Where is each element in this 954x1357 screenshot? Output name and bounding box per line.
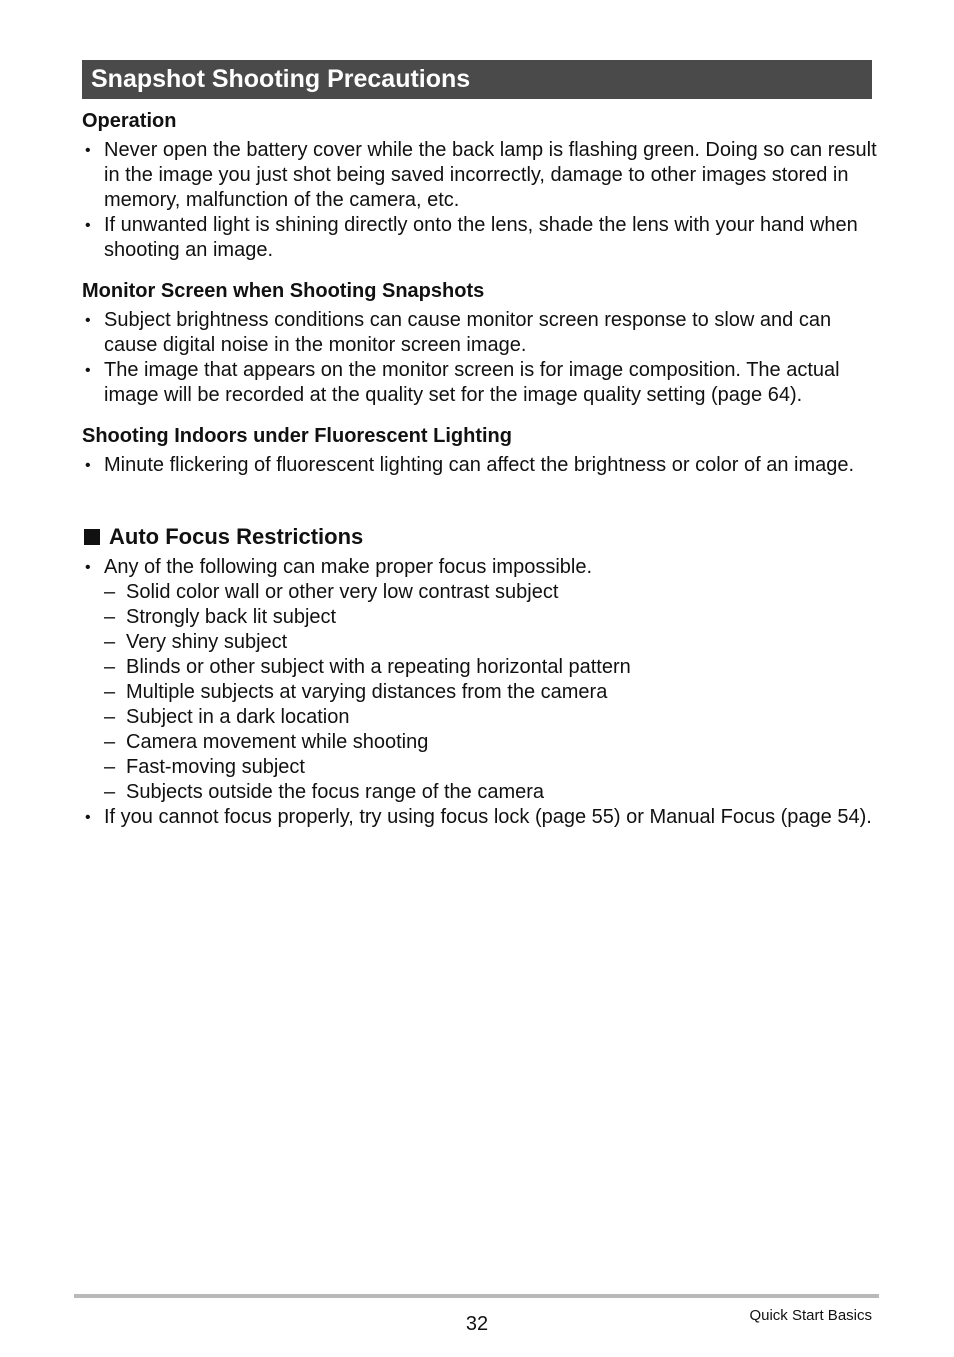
footer-section-label: Quick Start Basics <box>749 1307 872 1324</box>
list-item: • Minute flickering of fluorescent lighting can affect the brightness or color of an image. <box>82 453 882 478</box>
heading-auto-focus-label: Auto Focus Restrictions <box>109 524 364 549</box>
heading-operation: Operation <box>82 110 177 132</box>
sub-list-item: – Multiple subjects at varying distances from the camera <box>104 680 882 705</box>
square-bullet-icon <box>84 529 100 545</box>
sub-list-item: – Subjects outside the focus range of the camera <box>104 780 882 805</box>
sub-list-item: – Strongly back lit subject <box>104 605 882 630</box>
list-item: • Subject brightness conditions can cause monitor screen response to slow and can cause digital noise in the monitor screen image. <box>82 308 882 358</box>
auto-focus-intro: Any of the following can make proper focus impossible. <box>104 556 593 578</box>
list-operation <box>82 138 882 263</box>
list-auto-focus <box>82 555 882 830</box>
sub-list-focus-conditions <box>104 580 882 805</box>
list-item: • If unwanted light is shining directly onto the lens, shade the lens with your hand when shooting an image. <box>82 213 882 263</box>
sub-list-item: – Blinds or other subject with a repeating horizontal pattern <box>104 655 882 680</box>
sub-list-item: – Fast-moving subject <box>104 755 882 780</box>
heading-fluorescent: Shooting Indoors under Fluorescent Lighting <box>82 425 512 447</box>
sub-list-item: – Solid color wall or other very low contrast subject <box>104 580 882 605</box>
heading-monitor-screen: Monitor Screen when Shooting Snapshots <box>82 280 485 302</box>
list-item: • If you cannot focus properly, try using focus lock (page 55) or Manual Focus (page 54). <box>82 805 882 830</box>
list-item <box>82 555 882 805</box>
list-item: • Never open the battery cover while the back lamp is flashing green. Doing so can result in the image you just shot being saved incorrectly, damage to other images stored in memory, malfunction of the camera, etc. <box>82 138 882 213</box>
heading-auto-focus <box>82 523 363 550</box>
page-number: 32 <box>465 1313 489 1335</box>
footer-divider <box>74 1294 879 1298</box>
list-fluorescent <box>82 453 882 478</box>
page-title-bar <box>82 60 872 99</box>
sub-list-item: – Very shiny subject <box>104 630 882 655</box>
list-item: • The image that appears on the monitor screen is for image composition. The actual image will be recorded at the quality set for the image quality setting (page 64). <box>82 358 882 408</box>
sub-list-item: – Camera movement while shooting <box>104 730 882 755</box>
list-monitor-screen <box>82 308 882 408</box>
sub-list-item: – Subject in a dark location <box>104 705 882 730</box>
page-title: Snapshot Shooting Precautions <box>91 65 471 93</box>
